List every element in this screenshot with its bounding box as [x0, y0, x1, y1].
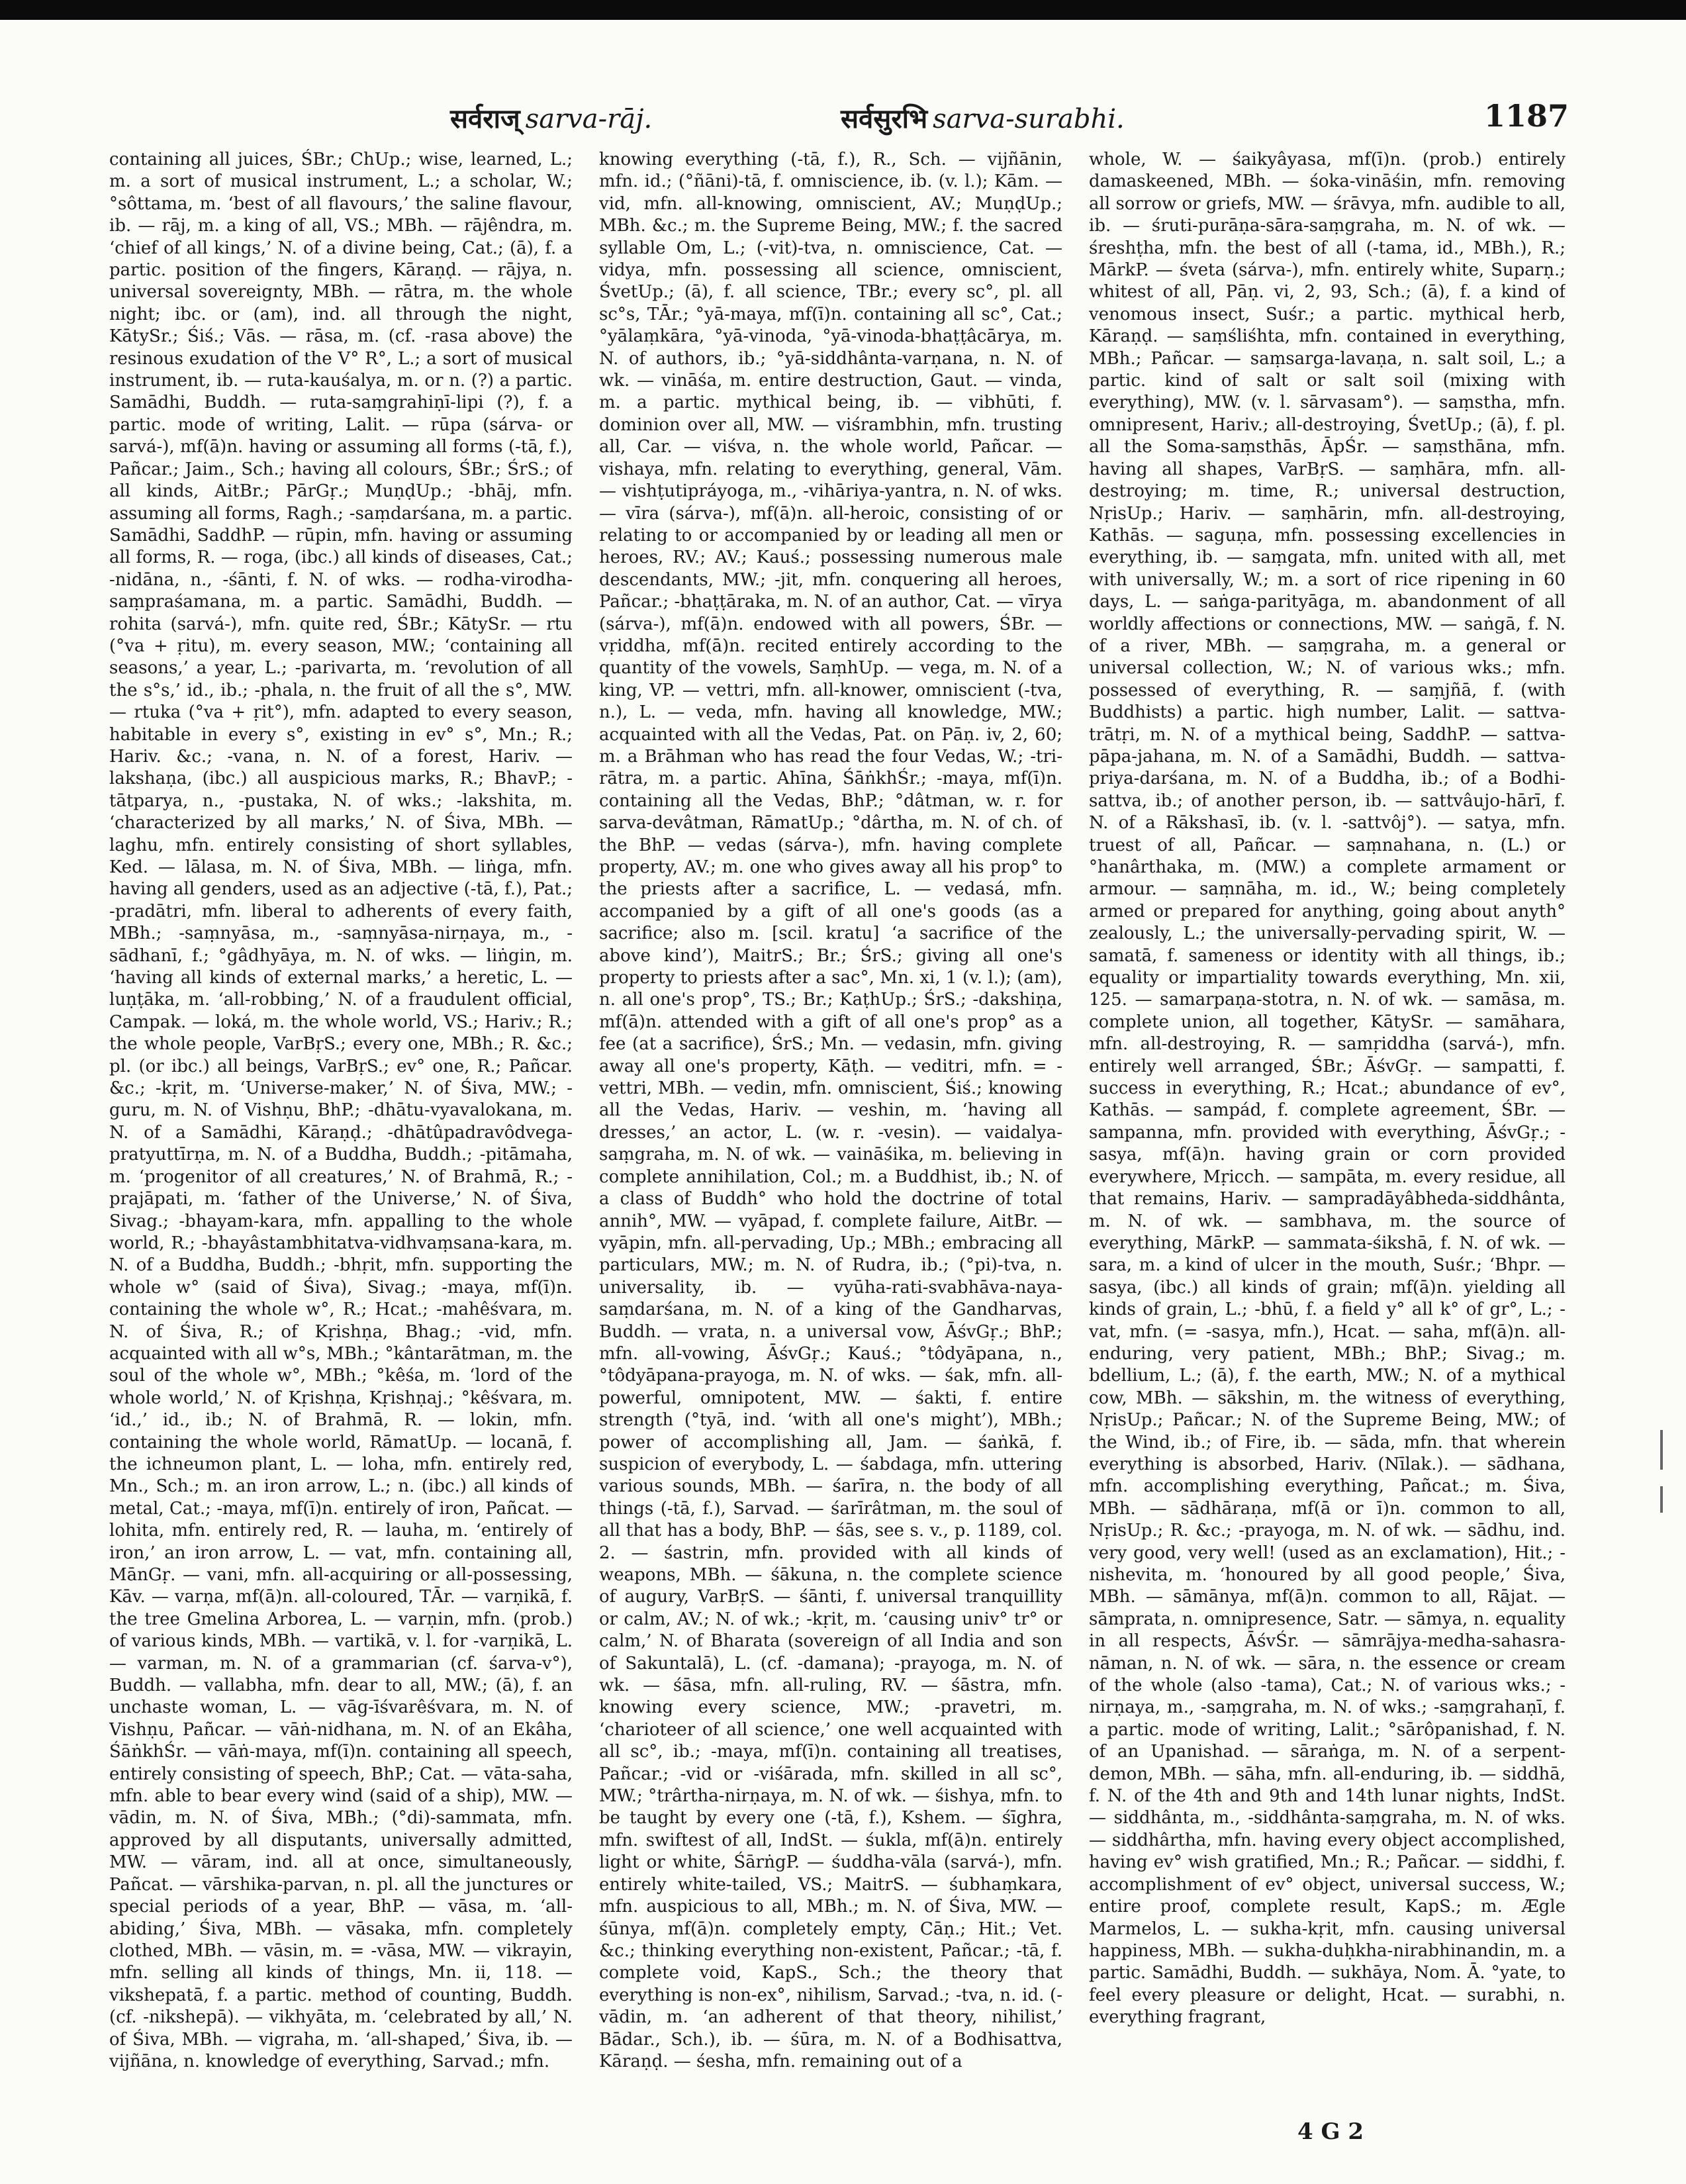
running-head-left-roman: sarva-rāj. — [525, 104, 653, 134]
running-head-right — [841, 99, 1125, 136]
page-number: 1187 — [1483, 98, 1569, 134]
signature-mark: 4 G 2 — [1297, 2118, 1364, 2145]
running-head-left — [450, 99, 652, 136]
dictionary-column-3: whole, W. — śaikyâyasa, mf(ī)n. (prob.) entirely damaskeened, MBh. — śoka-vināśin, mfn. removing all sorrow or griefs, MW. — śrāvya, mfn. audible to all, ib. — śruti-purāṇa-sāra-saṃgraha, m. N. of wk. — śreshṭha, mfn. the best of all (-tama, id., MBh.), R.; MārkP. — śveta (sárva-), mfn. entirely white, Suparṇ.; whitest of all, Pāṇ. vi, 2, 93, Sch.; (ā), f. a kind of venomous insect, Suśr.; a partic. mythical herb, Kāraṇḍ. — saṃśliśhta, mfn. contained in everything, MBh.; Pañcar. — saṃsarga-lavaṇa, n. salt soil, L.; a partic. kind of salt or salt soil (mixing with everything), MW. (v. l. sārvasam°). — saṃstha, mfn. omnipresent, Hariv.; all-destroying, ŚvetUp.; (ā), f. pl. all the Soma-saṃsthās, ĀpŚr. — saṃsthāna, mfn. having all shapes, VarBṛS. — saṃhāra, mfn. all-destroying; m. time, R.; universal destruction, NṛisUp.; Hariv. — saṃhārin, mfn. all-destroying, Kathās. — saguṇa, mfn. possessing excellencies in everything, ib. — saṃgata, mfn. united with all, met with universally, W.; m. a sort of rice ripening in 60 days, L. — saṅga-parityāga, m. abandonment of all worldly affections or connections, MW. — saṅgā, f. N. of a river, MBh. — saṃgraha, m. a general or universal collection, W.; N. of various wks.; mfn. possessed of everything, R. — saṃjñā, f. (with Buddhists) a partic. high number, Lalit. — sattva-trātṛi, m. N. of a mythical being, SaddhP. — sattva-pāpa-jahana, m. N. of a Samādhi, Buddh. — sattva-priya-darśana, m. N. of a Buddha, ib.; of a Bodhi-sattva, ib.; of another person, ib. — sattvâujo-hārī, f. N. of a Rākshasī, ib. (v. l. -sattvôj°). — satya, mfn. truest of all, Pañcar. — saṃnahana, n. (L.) or °hanârthaka, m. (MW.) a complete armament or armour. — saṃnāha, m. id., W.; being completely armed or prepared for anything, going about anyth° zealously, L.; the universally-pervading spirit, W. — samatā, f. sameness or identity with all things, ib.; equality or impartiality towards everything, Mn. xii, 125. — samarpaṇa-stotra, n. N. of wk. — samāsa, m. complete union, all together, KātySr. — samāhara, mfn. all-destroying, R. — samṛiddha (sarvá-), mfn. entirely well arranged, ŚBr.; ĀśvGṛ. — sampatti, f. success in everything, R.; Hcat.; abundance of ev°, Kathās. — sampád, f. complete agreement, ŚBr. — sampanna, mfn. provided with everything, ĀśvGṛ.; -sasya, mf(ā)n. having grain or corn provided everywhere, Mṛicch. — sampāta, m. every residue, all that remains, Hariv. — sampradāyâbheda-siddhânta, m. N. of wk. — sambhava, m. the source of everything, MārkP. — sammata-śikshā, f. N. of wk. — sara, m. a kind of ulcer in the mouth, Suśr.; ‘Bhpr. — sasya, (ibc.) all kinds of grain; mf(ā)n. yielding all kinds of grain, L.; -bhū, f. a field y° all k° of gr°, L.; -vat, mfn. (= -sasya, mfn.), Hcat. — saha, mf(ā)n. all-enduring, very patient, MBh.; BhP.; Sivag.; m. bdellium, L.; (ā), f. the earth, MW.; N. of a mythical cow, MBh. — sākshin, m. the witness of everything, NṛisUp.; Pañcar.; N. of the Supreme Being, MW.; of the Wind, ib.; of Fire, ib. — sāda, mfn. that wherein everything is absorbed, Hariv. (Nīlak.). — sādhana, mfn. accomplishing everything, Pañcat.; m. Śiva, MBh. — sādhāraṇa, mf(ā or ī)n. common to all, NṛisUp.; R. &c.; -prayoga, m. N. of wk. — sādhu, ind. very good, very well! (used as an exclamation), Hit.; -nishevita, m. ‘honoured by all good people,’ Śiva, MBh. — sāmānya, mf(ā)n. common to all, Rājat. — sāmprata, n. omnipresence, Satr. — sāmya, n. equality in all respects, ĀśvŚr. — sāmrājya-medha-sahasra-nāman, n. N. of wk. — sāra, n. the essence or cream of the whole (also -tama), Cat.; N. of various wks.; -nirṇaya, m., -saṃgraha, m. N. of wks.; -saṃgrahaṇī, f. a partic. mode of writing, Lalit.; °sārôpanishad, f. N. of an Upanishad. — sāraṅga, m. N. of a serpent-demon, MBh. — sāha, mfn. all-enduring, ib. — siddhā, f. N. of the 4th and 9th and 14th lunar nights, IndSt. — siddhânta, m., -siddhânta-saṃgraha, m. N. of wks. — siddhârtha, mfn. having every object accomplished, having ev° wish gratified, Mn.; R.; Pañcar. — siddhi, f. accomplishment of ev° object, universal success, W.; entire proof, complete result, KapS.; m. Ægle Marmelos, L. — sukha-kṛit, mfn. causing universal happiness, MBh. — sukha-duḥkha-nirabhinandin, m. a partic. Samādhi, Buddh. — sukhāya, Nom. Ā. °yate, to feel every pleasure or delight, Hcat. — surabhi, n. everything fragrant, — [1089, 150, 1566, 2028]
running-head-right-roman: sarva-surabhi. — [933, 104, 1125, 134]
page-header — [106, 99, 1569, 139]
top-border — [0, 0, 1686, 20]
margin-mark — [1660, 1486, 1663, 1513]
running-head-right-devanagari: सर्वसुरभि — [841, 103, 928, 134]
dictionary-column-2: knowing everything (-tā, f.), R., Sch. — vijñānin, mfn. id.; (°ñāni)-tā, f. omniscience, ib. (v. l.); Kām. — vid, mfn. all-knowing, omniscient, AV.; MuṇḍUp.; MBh. &c.; m. the Supreme Being, MW.; f. the sacred syllable Om, L.; (-vit)-tva, n. omniscience, Cat. — vidya, mfn. possessing all science, omniscient, ŚvetUp.; (ā), f. all science, TBr.; every sc°, pl. all sc°s, TĀr.; °yā-maya, mf(ī)n. containing all sc°, Cat.; °yālaṃkāra, °yā-vinoda, °yā-vinoda-bhaṭṭâcārya, m. N. of authors, ib.; °yā-siddhânta-varṇana, n. N. of wk. — vināśa, m. entire destruction, Gaut. — vinda, m. a partic. mythical being, ib. — vibhūti, f. dominion over all, MW. — viśrambhin, mfn. trusting all, Car. — viśva, n. the whole world, Pañcar. — vishaya, mfn. relating to everything, general, Vām. — vishṭutipráyoga, m., -vihāriya-yantra, n. N. of wks. — vīra (sárva-), mf(ā)n. all-heroic, consisting of or relating to or accompanied by or leading all men or heroes, RV.; AV.; Kauś.; possessing numerous male descendants, MW.; -jit, mfn. conquering all heroes, Pañcar.; -bhaṭṭāraka, m. N. of an author, Cat. — vīrya (sárva-), mf(ā)n. endowed with all powers, ŚBr. — vṛiddha, mf(ā)n. recited entirely according to the quantity of the vowels, SaṃhUp. — vega, m. N. of a king, VP. — vettri, mfn. all-knower, omniscient (-tva, n.), L. — veda, mfn. having all knowledge, MW.; acquainted with all the Vedas, Pat. on Pāṇ. iv, 2, 60; m. a Brāhman who has read the four Vedas, W.; -tri-rātra, m. a partic. Ahīna, ŚāṅkhŚr.; -maya, mf(ī)n. containing all the Vedas, BhP.; °dâtman, w. r. for sarva-devâtman, RāmatUp.; °dârtha, m. N. of ch. of the BhP. — vedas (sárva-), mfn. having complete property, AV.; m. one who gives away all his prop° to the priests after a sacrifice, L. — vedasá, mfn. accompanied by a gift of all one's goods (as a sacrifice; also m. [scil. kratu] ‘a sacrifice of the above kind’), MaitrS.; Br.; ŚrS.; giving all one's property to priests after a sac°, Mn. xi, 1 (v. l.); (am), n. all one's prop°, TS.; Br.; KaṭhUp.; ŚrS.; -dakshiṇa, mf(ā)n. attended with a gift of all one's prop° as a fee (at a sacrifice), ŚrS.; Mn. — vedasin, mfn. giving away all one's property, Kāṭh. — veditri, mfn. = -vettri, MBh. — vedin, mfn. omniscient, Śiś.; knowing all the Vedas, Hariv. — veshin, m. ‘having all dresses,’ an actor, L. (w. r. -vesin). — vaidalya-saṃgraha, m. N. of wk. — vaināśika, m. believing in complete annihilation, Col.; m. a Buddhist, ib.; N. of a class of Buddh° who hold the doctrine of total annih°, MW. — vyāpad, f. complete failure, AitBr. — vyāpin, mfn. all-pervading, Up.; MBh.; embracing all particulars, MW.; m. N. of Rudra, ib.; (°pi)-tva, n. universality, ib. — vyūha-rati-svabhāva-naya-saṃdarśana, m. N. of a king of the Gandharvas, Buddh. — vrata, n. a universal vow, ĀśvGṛ.; BhP.; mfn. all-vowing, ĀśvGṛ.; Kauś.; °tôdyāpana, n., °tôdyāpana-prayoga, m. N. of wks. — śak, mfn. all-powerful, omnipotent, MW. — śakti, f. entire strength (°tyā, ind. ‘with all one's might’), MBh.; power of accomplishing all, Jam. — śaṅkā, f. suspicion of everybody, L. — śabdaga, mfn. uttering various sounds, MBh. — śarīra, n. the body of all things (-tā, f.), Sarvad. — śarīrâtman, m. the soul of all that has a body, BhP. — śās, see s. v., p. 1189, col. 2. — śastrin, mfn. provided with all kinds of weapons, MBh. — śākuna, n. the complete science of augury, VarBṛS. — śānti, f. universal tranquillity or calm, AV.; N. of wk.; -kṛit, m. ‘causing univ° tr° or calm,’ N. of Bharata (sovereign of all India and son of Sakuntalā), L. (cf. -damana); -prayoga, m. N. of wk. — śāsa, mfn. all-ruling, RV. — śāstra, mfn. knowing every science, MW.; -pravetri, m. ‘charioteer of all science,’ one well acquainted with all sc°, ib.; -maya, mf(ī)n. containing all treatises, Pañcar.; -vid or -viśārada, mfn. skilled in all sc°, MW.; °trârtha-nirṇaya, m. N. of wk. — śishya, mfn. to be taught by every one (-tā, f.), Kshem. — śīghra, mfn. swiftest of all, IndSt. — śukla, mf(ā)n. entirely light or white, ŚārṅgP. — śuddha-vāla (sarvá-), mfn. entirely white-tailed, VS.; MaitrS. — śubhaṃkara, mfn. auspicious to all, MBh.; m. N. of Śiva, MW. — śūnya, mf(ā)n. completely empty, Cāṇ.; Hit.; Vet. &c.; thinking everything non-existent, Pañcar.; -tā, f. complete void, KapS., Sch.; the theory that everything is non-ex°, nihilism, Sarvad.; -tva, n. id. (-vādin, m. ‘an adherent of that theory, nihilist,’ Bādar., Sch.), ib. — śūra, m. N. of a Bodhisattva, Kāraṇḍ. — śesha, mfn. remaining out of a — [599, 150, 1062, 2071]
running-head-left-devanagari: सर्वराज् — [450, 103, 520, 134]
dictionary-column-1: containing all juices, ŚBr.; ChUp.; wise, learned, L.; m. a sort of musical instrument, L.; a scholar, W.; °sôttama, m. ‘best of all flavours,’ the saline flavour, ib. — rāj, m. a king of all, VS.; MBh. — rājêndra, m. ‘chief of all kings,’ N. of a divine being, Cat.; (ā), f. a partic. position of the fingers, Kāraṇḍ. — rājya, n. universal sovereignty, MBh. — rātra, m. the whole night; ibc. or (am), ind. all through the night, KātySr.; Śiś.; Vās. — rāsa, m. (cf. -rasa above) the resinous exudation of the V° R°, L.; a sort of musical instrument, ib. — ruta-kauśalya, m. or n. (?) a partic. Samādhi, Buddh. — ruta-saṃgrahiṇī-lipi (?), f. a partic. mode of writing, Lalit. — rūpa (sárva- or sarvá-), mf(ā)n. having or assuming all forms (-tā, f.), Pañcar.; Jaim., Sch.; having all colours, ŚBr.; ŚrS.; of all kinds, AitBr.; PārGṛ.; MuṇḍUp.; -bhāj, mfn. assuming all forms, Ragh.; -saṃdarśana, m. a partic. Samādhi, SaddhP. — rūpin, mfn. having or assuming all forms, R. — roga, (ibc.) all kinds of diseases, Cat.; -nidāna, n., -śānti, f. N. of wks. — rodha-virodha-saṃpraśamana, m. a partic. Samādhi, Buddh. — rohita (sarvá-), mfn. quite red, ŚBr.; KātySr. — rtu (°va + ṛitu), m. every season, MW.; ‘containing all seasons,’ a year, L.; -parivarta, m. ‘revolution of all the s°s,’ id., ib.; -phala, n. the fruit of all the s°, MW. — rtuka (°va + ṛit°), mfn. adapted to every season, habitable in every s°, existing in ev° s°, Mn.; R.; Hariv. &c.; -vana, n. N. of a forest, Hariv. — lakshaṇa, (ibc.) all auspicious marks, R.; BhavP.; -tātparya, n., -pustaka, N. of wks.; -lakshita, m. ‘characterized by all marks,’ N. of Śiva, MBh. — laghu, mfn. entirely consisting of short syllables, Ked. — lālasa, m. N. of Śiva, MBh. — liṅga, mfn. having all genders, used as an adjective (-tā, f.), Pat.; -pradātri, mfn. liberal to adherents of every faith, MBh.; -saṃnyāsa, m., -saṃnyāsa-nirṇaya, m., -sādhanī, f.; °gâdhyāya, m. N. of wks. — liṅgin, m. ‘having all kinds of external marks,’ a heretic, L. — luṇṭāka, m. ‘all-robbing,’ N. of a fraudulent official, Campak. — loká, m. the whole world, VS.; Hariv.; R.; the whole people, VarBṛS.; every one, MBh.; R. &c.; pl. (or ibc.) all beings, VarBṛS.; ev° one, R.; Pañcar. &c.; -kṛit, m. ‘Universe-maker,’ N. of Śiva, MW.; -guru, m. N. of Vishṇu, BhP.; -dhātu-vyavalokana, m. N. of a Samādhi, Kāraṇḍ.; -dhātûpadravôdvega-pratyuttīrṇa, m. N. of a Buddha, Buddh.; -pitāmaha, m. ‘progenitor of all creatures,’ N. of Brahmā, R.; -prajāpati, m. ‘father of the Universe,’ N. of Śiva, Sivag.; -bhayam-kara, mfn. appalling to the whole world, R.; -bhayâstambhitatva-vidhvaṃsana-kara, m. N. of a Buddha, Buddh.; -bhṛit, mfn. supporting the whole w° (said of Śiva), Sivag.; -maya, mf(ī)n. containing the whole w°, R.; Hcat.; -mahêśvara, m. N. of Śiva, R.; of Kṛishṇa, Bhag.; -vid, mfn. acquainted with all w°s, MBh.; °kântarātman, m. the soul of the whole w°, MBh.; °kêśa, m. ‘lord of the whole world,’ N. of Kṛishṇa, Kṛishṇaj.; °kêśvara, m. ‘id.,’ id., ib.; N. of Brahmā, R. — lokin, mfn. containing the whole world, RāmatUp. — locanā, f. the ichneumon plant, L. — loha, mfn. entirely red, Mn., Sch.; m. an iron arrow, L.; n. (ibc.) all kinds of metal, Cat.; -maya, mf(ī)n. entirely of iron, Pañcat. — lohita, mfn. entirely red, R. — lauha, m. ‘entirely of iron,’ an iron arrow, L. — vat, mfn. containing all, MānGṛ. — vani, mfn. all-acquiring or all-possessing, Kāv. — varṇa, mf(ā)n. all-coloured, TĀr. — varṇikā, f. the tree Gmelina Arborea, L. — varṇin, mfn. (prob.) of various kinds, MBh. — vartikā, v. l. for -varṇikā, L. — varman, m. N. of a grammarian (cf. śarva-v°), Buddh. — vallabha, mfn. dear to all, MW.; (ā), f. an unchaste woman, L. — vāg-īśvarêśvara, m. N. of Vishṇu, Pañcar. — vāṅ-nidhana, m. N. of an Ekâha, ŚāṅkhŚr. — vāṅ-maya, mf(ī)n. containing all speech, entirely consisting of speech, BhP.; Cat. — vāta-saha, mfn. able to bear every wind (said of a ship), MW. — vādin, m. N. of Śiva, MBh.; (°di)-sammata, mfn. approved by all disputants, universally admitted, MW. — vāram, ind. all at once, simultaneously, Pañcat. — vārshika-parvan, n. pl. all the junctures or special periods of a year, BhP. — vāsa, m. ‘all-abiding,’ Śiva, MBh. — vāsaka, mfn. completely clothed, MBh. — vāsin, m. = -vāsa, MW. — vikrayin, mfn. selling all kinds of things, Mn. ii, 118. — vikshepatā, f. a partic. method of counting, Buddh. (cf. -nikshepā). — vikhyāta, m. ‘celebrated by all,’ N. of Śiva, MBh. — vigraha, m. ‘all-shaped,’ Śiva, ib. — vijñāna, n. knowledge of everything, Sarvad.; mfn. — [109, 150, 573, 2071]
margin-mark — [1660, 1430, 1663, 1470]
